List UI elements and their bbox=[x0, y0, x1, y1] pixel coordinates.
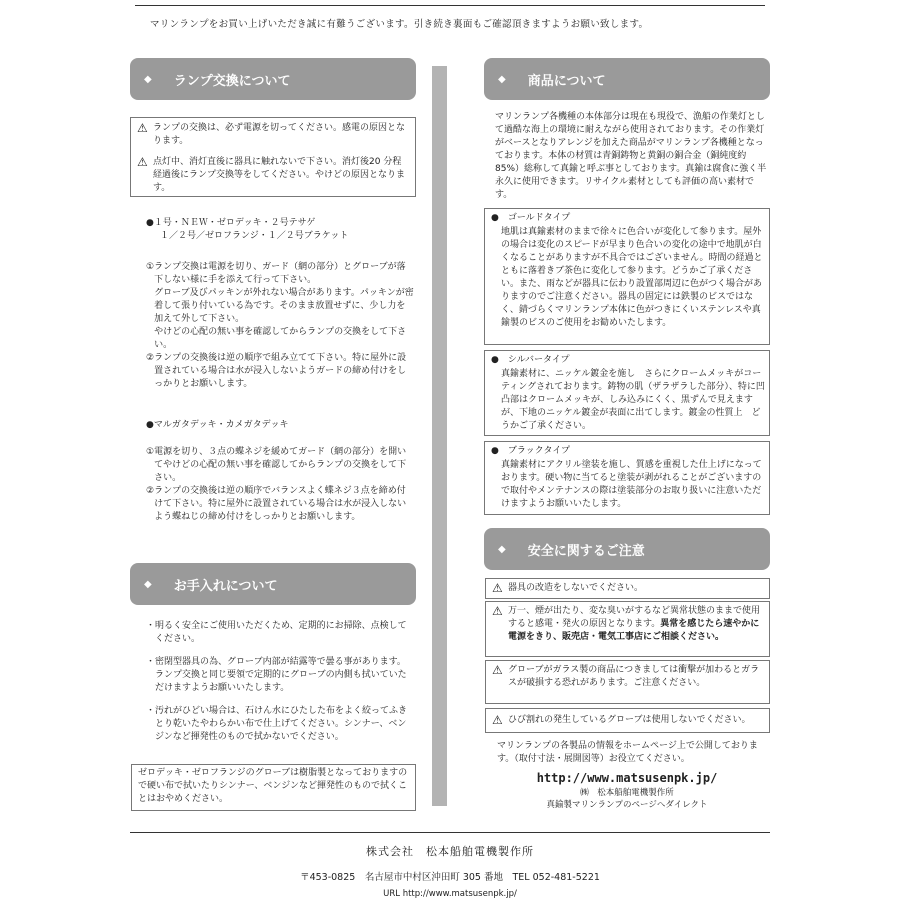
step-item bbox=[146, 485, 414, 524]
group2-title: ●マルガタデッキ・カメガタデッキ bbox=[146, 420, 289, 430]
type-text: 地肌は真鍮素材のままで徐々に色合いが変化して参ります。屋外の場合は変化のスピードが早まり色合いの変化の途中で地肌が白くなることがありますが不具合ではございません。時間の経過とともに落着きブ茶色に変化して参ります。どうかご了承ください。また、雨などが器具に伝わり設置部周辺に色がつく場合がありますのでご注意ください。器具の固定には鉄製のビスではなく、錆づらくマリンランプ本体に色がつきにくいステンレスや真鍮製のビスのご使用をお勧めいたします。 bbox=[501, 227, 763, 328]
warning-icon: ⚠ bbox=[492, 663, 503, 677]
section-header-care bbox=[130, 563, 416, 605]
warning-text: 万一、煙が出たり、変な臭いがするなど異常状態のままで使用すると感電・発火の原因となります。 bbox=[508, 606, 761, 629]
section-title: 商品について bbox=[527, 73, 606, 89]
safety-warning-3 bbox=[485, 660, 770, 704]
warning-text: ランプの交換は、必ず電源を切ってください。感電の原因となります。 bbox=[153, 123, 406, 146]
website-url[interactable]: http://www.matsusenpk.jp/ bbox=[536, 771, 718, 785]
step-text: 電源を切り、３点の蝶ネジを緩めてガード（網の部分）を開いてやけどの心配の無い事を確認してからランプの交換をして下さい。 bbox=[154, 447, 407, 483]
step-number: ① bbox=[146, 262, 155, 272]
section-header-product bbox=[484, 58, 770, 100]
group2-steps bbox=[146, 446, 414, 524]
step-item bbox=[146, 352, 414, 391]
warning-icon: ⚠ bbox=[492, 581, 503, 595]
intro-text: マリンランプをお買い上げいただき誠に有難うございます。引き続き裏面もご確認頂きますようお願い致します。 bbox=[150, 19, 649, 30]
group1-steps bbox=[146, 261, 414, 391]
diamond-icon: ◆ bbox=[498, 73, 506, 85]
warning-row bbox=[131, 150, 415, 197]
care-list bbox=[146, 620, 414, 744]
warning-icon: ⚠ bbox=[492, 604, 503, 618]
warning-text: ひび割れの発生しているグローブは使用しないでください。 bbox=[508, 715, 751, 725]
step-item bbox=[146, 446, 414, 485]
type-box-silver bbox=[484, 350, 770, 436]
section-title: ランプ交換について bbox=[173, 73, 291, 89]
product-intro: マリンランプ各機種の本体部分は現在も現役で、漁船の作業灯として過酷な海上の環境に耐えながら使用されております。その作業灯がベースとなりアレンジを加えた商品がマリンランプ各機種となっております。本体の材質は青銅鋳物と黄銅の銅合金（銅純度約85%）総称して真鍮と呼ぶ事としております。真鍮は腐食に強く半永久に使用できます。リサイクル素材としても評価の高い素材です。 bbox=[495, 112, 767, 200]
care-text: 明るく安全にご使用いただくため、定期的にお掃除、点検してください。 bbox=[155, 621, 407, 644]
type-box-black bbox=[484, 441, 770, 515]
step-text: ランプの交換後は逆の順序でバランスよく蝶ネジ３点を締め付けて下さい。特に屋外に設置されている場合は水が浸入しないよう蝶ねじの締め付けをしっかりとお願いします。 bbox=[154, 486, 407, 522]
bullet: ・ bbox=[146, 657, 156, 667]
warning-row bbox=[131, 118, 415, 150]
warning-icon: ⚠ bbox=[137, 121, 148, 135]
group1-title-line2: １／２号／ゼロフランジ・１／２号ブラケット bbox=[160, 231, 349, 241]
safety-warning-4 bbox=[485, 708, 770, 733]
type-text: 真鍮素材に、ニッケル鍍金を施し さらにクロームメッキがコーティングされております。鋳物の肌（ザラザラした部分）、特に凹凸部はクロームメッキが、しみ込みにくく、黒ずんで見えますが、下地のニッケル鍍金が表面に出てします。鍍金の性質上 どうかご了承ください。 bbox=[501, 369, 765, 431]
section-header-safety bbox=[484, 528, 770, 570]
list-item bbox=[146, 620, 414, 646]
type-name: ● ブラックタイプ bbox=[491, 446, 571, 456]
list-item bbox=[146, 705, 414, 744]
website-company: ㈱ 松本船舶電機製作所 bbox=[580, 788, 674, 798]
type-name: ● シルバータイプ bbox=[491, 355, 570, 365]
warning-emphasis: 異常を感じたら速やかに電源をきり、販売店・電気工事店にご相談ください。 bbox=[508, 619, 760, 642]
care-note-text: ゼロデッキ・ゼロフランジのグローブは樹脂製となっておりますので硬い布で拭いたりシンナー、ベンジンなど揮発性のもので拭くことはおやめください。 bbox=[138, 768, 408, 804]
footer-address: 〒453-0825 名古屋市中村区沖田町 305 番地 TEL 052-481-5221 bbox=[300, 872, 600, 883]
step-text: ランプ交換は電源を切り、ガード（網の部分）とグローブが落下しない様に手を添えて行って下さい。 bbox=[154, 262, 406, 285]
bullet: ・ bbox=[146, 706, 156, 716]
safety-warning-2 bbox=[485, 601, 770, 657]
care-text: 汚れがひどい場合は、石けん水にひたした布をよく絞ってふきとり乾いたやわらかい布で仕上げてください。シンナー、ベンジンなど揮発性のもので拭かないでください。 bbox=[155, 706, 408, 742]
warning-icon: ⚠ bbox=[137, 155, 148, 169]
section-title: お手入れについて bbox=[173, 578, 278, 594]
warning-icon: ⚠ bbox=[492, 713, 503, 727]
website-direct: 真鍮製マリンランプのページへダイレクト bbox=[546, 800, 708, 810]
column-divider bbox=[432, 66, 447, 806]
warning-text: 点灯中、消灯直後に器具に触れないで下さい。消灯後20 分程経過後にランプ交換等をしてください。やけどの原因となります。 bbox=[153, 157, 406, 193]
safety-warning-1 bbox=[485, 578, 770, 599]
section-header-lamp bbox=[130, 58, 416, 100]
footer-url[interactable]: URL http://www.matsusenpk.jp/ bbox=[383, 889, 517, 899]
step-number: ② bbox=[146, 486, 155, 496]
type-text: 真鍮素材にアクリル塗装を施し、質感を重視した仕上げになっております。硬い物に当てると塗装が剥がれることがございますので取付やメンテナンスの際は塗装部分のお取り扱いに注意いただけますようお願いいたします。 bbox=[501, 460, 762, 509]
diamond-icon: ◆ bbox=[498, 543, 506, 555]
care-text: 密閉型器具の為、グローブ内部が結露等で曇る事があります。ランプ交換と同じ要領で定期的にグローブの内側も拭いていただけますようお願いいたします。 bbox=[155, 657, 407, 693]
diamond-icon: ◆ bbox=[144, 578, 152, 590]
footer-rule bbox=[130, 832, 770, 833]
website-text: マリンランプの各製品の情報をホームページ上で公開しております。（取付寸法・展開図等）お役立てください。 bbox=[497, 741, 758, 764]
diamond-icon: ◆ bbox=[144, 73, 152, 85]
type-box-gold bbox=[484, 208, 770, 345]
step-number: ② bbox=[146, 353, 155, 363]
lamp-warning-box bbox=[130, 117, 416, 197]
step-number: ① bbox=[146, 447, 155, 457]
warning-text: 器具の改造をしないでください。 bbox=[508, 583, 644, 593]
list-item bbox=[146, 656, 414, 695]
step-note: やけどの心配の無い事を確認してからランプの交換をして下さい。 bbox=[154, 327, 407, 350]
step-text: ランプの交換後は逆の順序で組み立てて下さい。特に屋外に設置されている場合は水が浸入しないようガードの締め付けをしっかりとお願いします。 bbox=[154, 353, 407, 389]
type-name: ● ゴールドタイプ bbox=[491, 213, 571, 223]
footer-company: 株式会社 松本船舶電機製作所 bbox=[366, 845, 534, 858]
bullet: ・ bbox=[146, 621, 156, 631]
care-note-box bbox=[131, 764, 416, 811]
step-item bbox=[146, 261, 414, 352]
step-note: グローブ及びパッキンが外れない場合があります。パッキンが密着して張り付いている為です。そのまま放置せずに、少し力を加えて外して下さい。 bbox=[154, 288, 414, 324]
warning-text: グローブがガラス製の商品につきましては衝撃が加わるとガラスが破損する恐れがあります。ご注意ください。 bbox=[508, 665, 760, 688]
group1-title bbox=[146, 217, 416, 243]
group1-title-line1: ●１号・ＮＥＷ・ゼロデッキ・２号テサゲ bbox=[146, 218, 316, 228]
section-title: 安全に関するご注意 bbox=[527, 543, 645, 559]
top-rule bbox=[135, 5, 765, 6]
